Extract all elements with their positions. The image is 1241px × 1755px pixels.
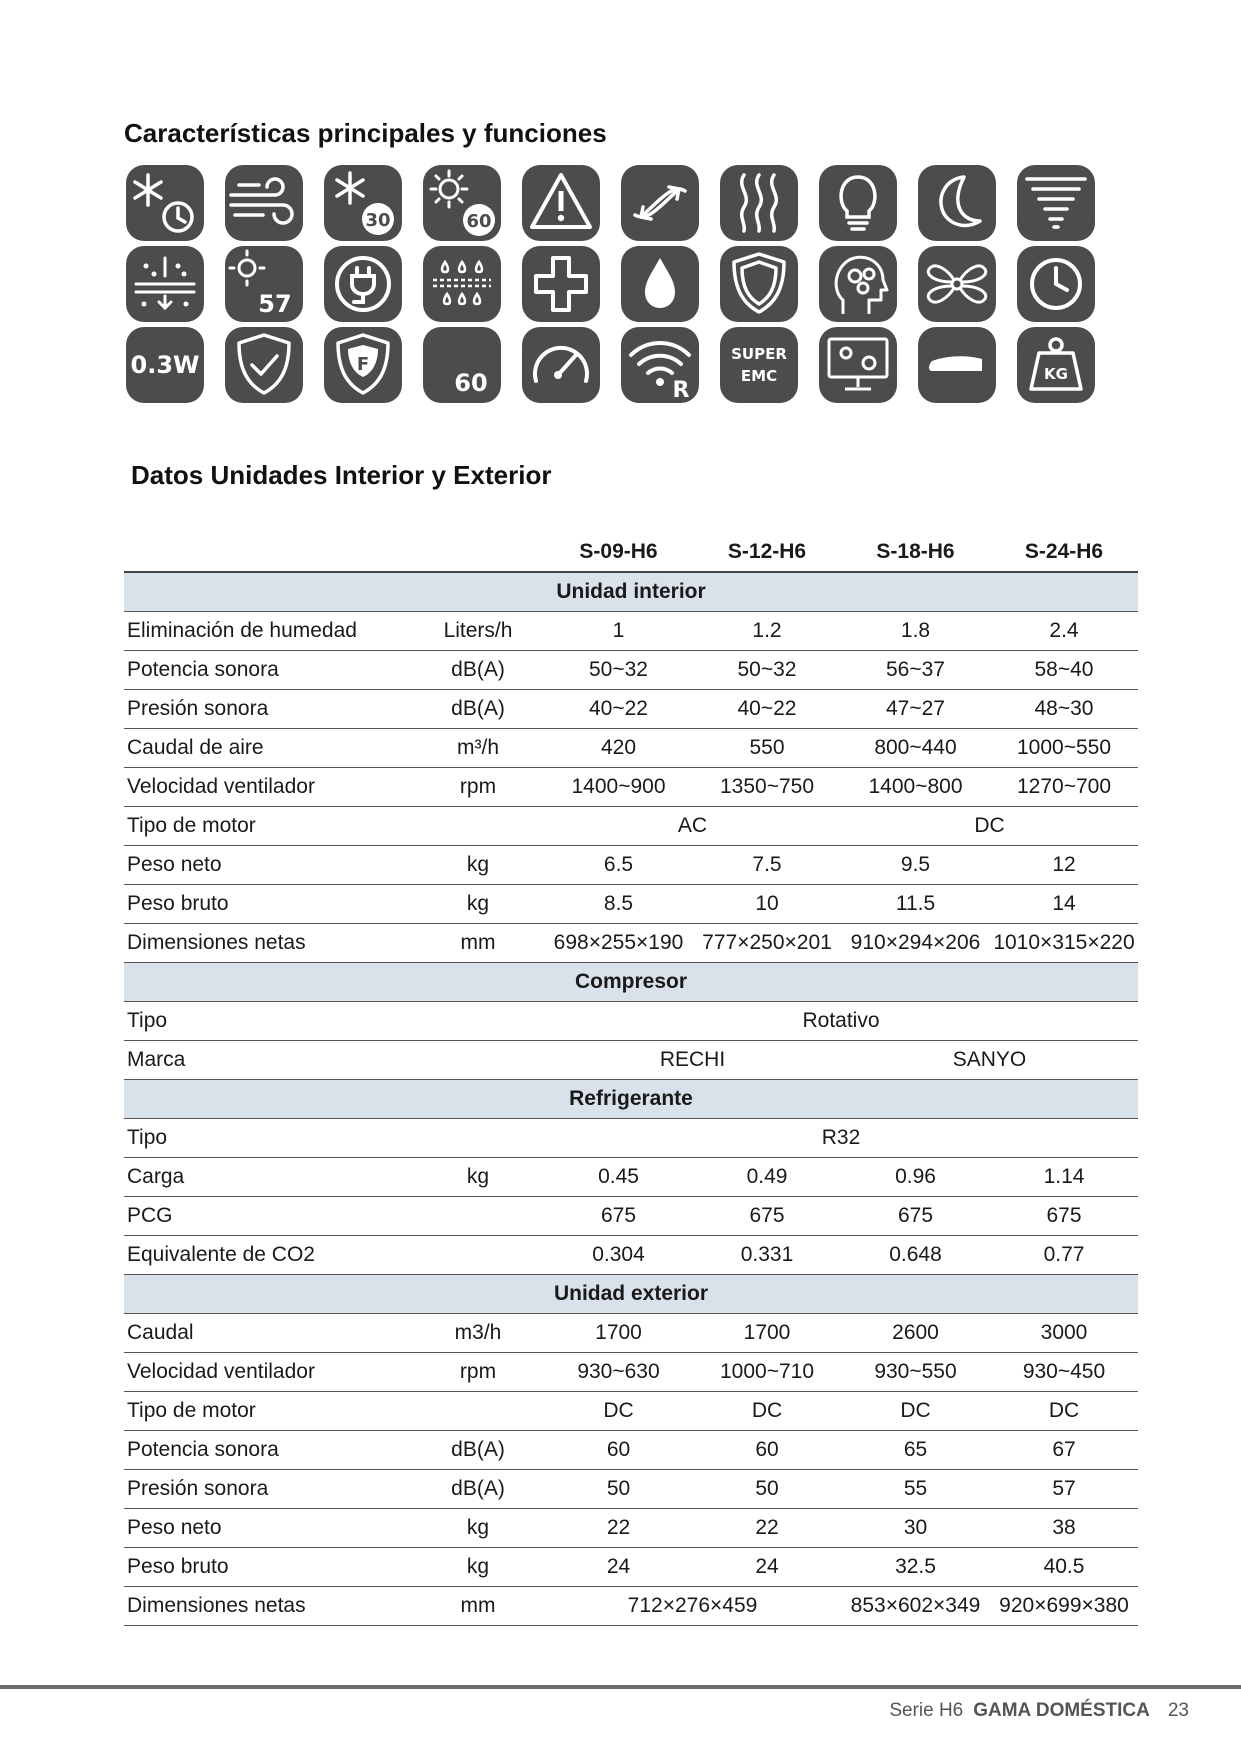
row-unit: dB(A) — [412, 1431, 544, 1470]
data-table-title: Datos Unidades Interior y Exterior — [131, 460, 552, 490]
table-row — [124, 924, 1138, 963]
value-cell: 1400~900 — [544, 768, 693, 807]
table-row — [124, 612, 1138, 651]
sun-57-label: 57 — [258, 290, 292, 318]
warning-triangle-icon — [522, 165, 600, 241]
table-row — [124, 1548, 1138, 1587]
model-header: S-24-H6 — [990, 533, 1138, 572]
row-unit — [412, 1119, 544, 1158]
value-cell: 40~22 — [693, 690, 841, 729]
row-label: Caudal — [124, 1314, 412, 1353]
section-header: Unidad interior — [124, 572, 1138, 612]
noise-60-icon — [423, 327, 501, 403]
value-cell: 1400~800 — [841, 768, 990, 807]
table-row — [124, 1119, 1138, 1158]
model-header: S-12-H6 — [693, 533, 841, 572]
spec-table — [124, 533, 1138, 1626]
value-cell: 32.5 — [841, 1548, 990, 1587]
row-unit: m3/h — [412, 1314, 544, 1353]
value-cell: 0.96 — [841, 1158, 990, 1197]
value-cell: 57 — [990, 1470, 1138, 1509]
row-label: Caudal de aire — [124, 729, 412, 768]
smart-head-gears-icon — [819, 246, 897, 322]
value-cell: 3000 — [990, 1314, 1138, 1353]
clock-icon — [1017, 246, 1095, 322]
table-row — [124, 1392, 1138, 1431]
value-cell: 30 — [841, 1509, 990, 1548]
speed-gauge-icon — [522, 327, 600, 403]
value-cell: 675 — [841, 1197, 990, 1236]
shield-check-icon — [225, 327, 303, 403]
row-label: Equivalente de CO2 — [124, 1236, 412, 1275]
section-header: Refrigerante — [124, 1080, 1138, 1119]
value-cell: 1000~710 — [693, 1353, 841, 1392]
value-cell: 675 — [544, 1197, 693, 1236]
self-clean-icon — [126, 246, 204, 322]
row-unit: Liters/h — [412, 612, 544, 651]
row-label: Velocidad ventilador — [124, 768, 412, 807]
table-row — [124, 1158, 1138, 1197]
section-header: Compresor — [124, 963, 1138, 1002]
value-cell: R32 — [544, 1119, 1138, 1158]
value-cell: DC — [841, 807, 1138, 846]
swing-arrows-icon — [621, 165, 699, 241]
value-cell: 50~32 — [544, 651, 693, 690]
value-cell: 0.77 — [990, 1236, 1138, 1275]
value-cell: 22 — [544, 1509, 693, 1548]
sun-60-label: 60 — [466, 211, 492, 232]
value-cell: 910×294×206 — [841, 924, 990, 963]
value-cell: 0.648 — [841, 1236, 990, 1275]
model-header: S-09-H6 — [544, 533, 693, 572]
row-label: PCG — [124, 1197, 412, 1236]
row-unit: kg — [412, 1548, 544, 1587]
value-cell: Rotativo — [544, 1002, 1138, 1041]
value-cell: AC — [544, 807, 841, 846]
row-unit: rpm — [412, 768, 544, 807]
snowflake-timer-icon — [126, 165, 204, 241]
footer-divider — [0, 1685, 1241, 1689]
row-label: Potencia sonora — [124, 651, 412, 690]
value-cell: 1.14 — [990, 1158, 1138, 1197]
value-cell: 60 — [544, 1431, 693, 1470]
page-number: 23 — [1167, 1700, 1189, 1721]
table-row — [124, 846, 1138, 885]
snowflake-30-icon — [324, 165, 402, 241]
table-row — [124, 885, 1138, 924]
value-cell: 48~30 — [990, 690, 1138, 729]
value-cell: 420 — [544, 729, 693, 768]
row-label: Potencia sonora — [124, 1431, 412, 1470]
row-unit — [412, 807, 544, 846]
lightbulb-icon — [819, 165, 897, 241]
row-label: Peso bruto — [124, 1548, 412, 1587]
value-cell: 55 — [841, 1470, 990, 1509]
row-unit: rpm — [412, 1353, 544, 1392]
water-drop-icon — [621, 246, 699, 322]
row-unit: kg — [412, 885, 544, 924]
spec-table-body — [124, 572, 1138, 1626]
standby-label: 0.3W — [130, 351, 200, 379]
value-cell: 40.5 — [990, 1548, 1138, 1587]
value-cell: 38 — [990, 1509, 1138, 1548]
row-label: Eliminación de humedad — [124, 612, 412, 651]
shield-f-label: F — [356, 354, 370, 375]
noise-60-label: 60 — [454, 369, 488, 397]
section-header-row — [124, 963, 1138, 1002]
value-cell: SANYO — [841, 1041, 1138, 1080]
table-row — [124, 1002, 1138, 1041]
section-header-row — [124, 572, 1138, 612]
table-row — [124, 729, 1138, 768]
value-cell: 1350~750 — [693, 768, 841, 807]
table-row — [124, 1587, 1138, 1626]
value-cell: 930~630 — [544, 1353, 693, 1392]
table-row — [124, 651, 1138, 690]
airflow-wind-icon — [225, 165, 303, 241]
value-cell: 853×602×349 — [841, 1587, 990, 1626]
shield-f-icon — [324, 327, 402, 403]
table-row — [124, 1509, 1138, 1548]
value-cell: 1 — [544, 612, 693, 651]
value-cell: DC — [990, 1392, 1138, 1431]
value-cell: 930~550 — [841, 1353, 990, 1392]
row-unit — [412, 1197, 544, 1236]
super-emc-line2: EMC — [740, 367, 778, 385]
value-cell: 2.4 — [990, 612, 1138, 651]
value-cell: 12 — [990, 846, 1138, 885]
value-cell: 0.331 — [693, 1236, 841, 1275]
row-label: Peso neto — [124, 846, 412, 885]
dehumidify-drops-icon — [423, 246, 501, 322]
value-cell: 712×276×459 — [544, 1587, 841, 1626]
value-cell: 1010×315×220 — [990, 924, 1138, 963]
wifi-r-label: R — [672, 378, 690, 403]
value-cell: DC — [693, 1392, 841, 1431]
row-unit: dB(A) — [412, 690, 544, 729]
power-plug-icon — [324, 246, 402, 322]
row-unit: mm — [412, 924, 544, 963]
row-unit — [412, 1002, 544, 1041]
table-row — [124, 1041, 1138, 1080]
value-cell: 0.49 — [693, 1158, 841, 1197]
table-row — [124, 1236, 1138, 1275]
row-label: Dimensiones netas — [124, 924, 412, 963]
weight-kg-icon — [1017, 327, 1095, 403]
value-cell: 24 — [693, 1548, 841, 1587]
weight-kg-label: KG — [1044, 365, 1068, 383]
row-unit: kg — [412, 1158, 544, 1197]
value-cell: 777×250×201 — [693, 924, 841, 963]
sun-57-icon — [225, 246, 303, 322]
sun-60-icon — [423, 165, 501, 241]
value-cell: 9.5 — [841, 846, 990, 885]
value-cell: 50 — [693, 1470, 841, 1509]
footer-brand: GAMA DOMÉSTICA — [973, 1700, 1150, 1721]
value-cell: 2600 — [841, 1314, 990, 1353]
table-row — [124, 807, 1138, 846]
row-label: Presión sonora — [124, 1470, 412, 1509]
table-row — [124, 690, 1138, 729]
value-cell: 1700 — [693, 1314, 841, 1353]
section-header-row — [124, 1275, 1138, 1314]
value-cell: 60 — [693, 1431, 841, 1470]
row-unit: dB(A) — [412, 1470, 544, 1509]
value-cell: 67 — [990, 1431, 1138, 1470]
row-unit — [412, 1236, 544, 1275]
row-unit: kg — [412, 846, 544, 885]
value-cell: 58~40 — [990, 651, 1138, 690]
section-header-row — [124, 1080, 1138, 1119]
table-row — [124, 1470, 1138, 1509]
value-cell: 1.8 — [841, 612, 990, 651]
heat-waves-icon — [720, 165, 798, 241]
value-cell: 11.5 — [841, 885, 990, 924]
value-cell: 50~32 — [693, 651, 841, 690]
shield-icon — [720, 246, 798, 322]
table-row — [124, 1314, 1138, 1353]
table-row — [124, 1431, 1138, 1470]
value-cell: 920×699×380 — [990, 1587, 1138, 1626]
super-emc-icon — [720, 327, 798, 403]
model-header: S-18-H6 — [841, 533, 990, 572]
wifi-r-icon — [621, 327, 699, 403]
fan-icon — [918, 246, 996, 322]
value-cell: 7.5 — [693, 846, 841, 885]
footer-series: Serie H6 — [889, 1700, 964, 1721]
row-unit — [412, 1392, 544, 1431]
value-cell: 930~450 — [990, 1353, 1138, 1392]
value-cell: 56~37 — [841, 651, 990, 690]
slim-unit-icon — [918, 327, 996, 403]
super-emc-line1: SUPER — [731, 345, 787, 363]
value-cell: 0.304 — [544, 1236, 693, 1275]
value-cell: 24 — [544, 1548, 693, 1587]
value-cell: DC — [841, 1392, 990, 1431]
row-label: Presión sonora — [124, 690, 412, 729]
table-row — [124, 1353, 1138, 1392]
health-cross-icon — [522, 246, 600, 322]
value-cell: 675 — [990, 1197, 1138, 1236]
row-label: Tipo de motor — [124, 1392, 412, 1431]
value-cell: 1270~700 — [990, 768, 1138, 807]
standby-0-3w-icon — [126, 327, 204, 403]
value-cell: 1.2 — [693, 612, 841, 651]
moon-sleep-icon — [918, 165, 996, 241]
page-footer — [889, 1700, 1189, 1722]
value-cell: RECHI — [544, 1041, 841, 1080]
value-cell: 22 — [693, 1509, 841, 1548]
value-cell: 675 — [693, 1197, 841, 1236]
row-label: Velocidad ventilador — [124, 1353, 412, 1392]
row-label: Tipo — [124, 1119, 412, 1158]
value-cell: 0.45 — [544, 1158, 693, 1197]
value-cell: 47~27 — [841, 690, 990, 729]
value-cell: 1700 — [544, 1314, 693, 1353]
value-cell: 10 — [693, 885, 841, 924]
row-label: Carga — [124, 1158, 412, 1197]
table-row — [124, 1197, 1138, 1236]
section-header: Unidad exterior — [124, 1275, 1138, 1314]
row-unit: dB(A) — [412, 651, 544, 690]
row-label: Marca — [124, 1041, 412, 1080]
turbo-tornado-icon — [1017, 165, 1095, 241]
value-cell: 698×255×190 — [544, 924, 693, 963]
row-unit: kg — [412, 1509, 544, 1548]
value-cell: 14 — [990, 885, 1138, 924]
row-unit: m³/h — [412, 729, 544, 768]
feature-icon-grid — [126, 165, 1070, 405]
row-label: Tipo de motor — [124, 807, 412, 846]
value-cell: 550 — [693, 729, 841, 768]
row-unit: mm — [412, 1587, 544, 1626]
monitor-settings-icon — [819, 327, 897, 403]
row-label: Tipo — [124, 1002, 412, 1041]
value-cell: 800~440 — [841, 729, 990, 768]
value-cell: 6.5 — [544, 846, 693, 885]
value-cell: 50 — [544, 1470, 693, 1509]
table-row — [124, 768, 1138, 807]
features-title: Características principales y funciones — [124, 118, 607, 148]
value-cell: 1000~550 — [990, 729, 1138, 768]
row-label: Dimensiones netas — [124, 1587, 412, 1626]
value-cell: 65 — [841, 1431, 990, 1470]
row-label: Peso bruto — [124, 885, 412, 924]
model-header-row — [124, 533, 1138, 572]
value-cell: DC — [544, 1392, 693, 1431]
snowflake-30-label: 30 — [365, 210, 391, 231]
row-label: Peso neto — [124, 1509, 412, 1548]
value-cell: 8.5 — [544, 885, 693, 924]
value-cell: 40~22 — [544, 690, 693, 729]
row-unit — [412, 1041, 544, 1080]
